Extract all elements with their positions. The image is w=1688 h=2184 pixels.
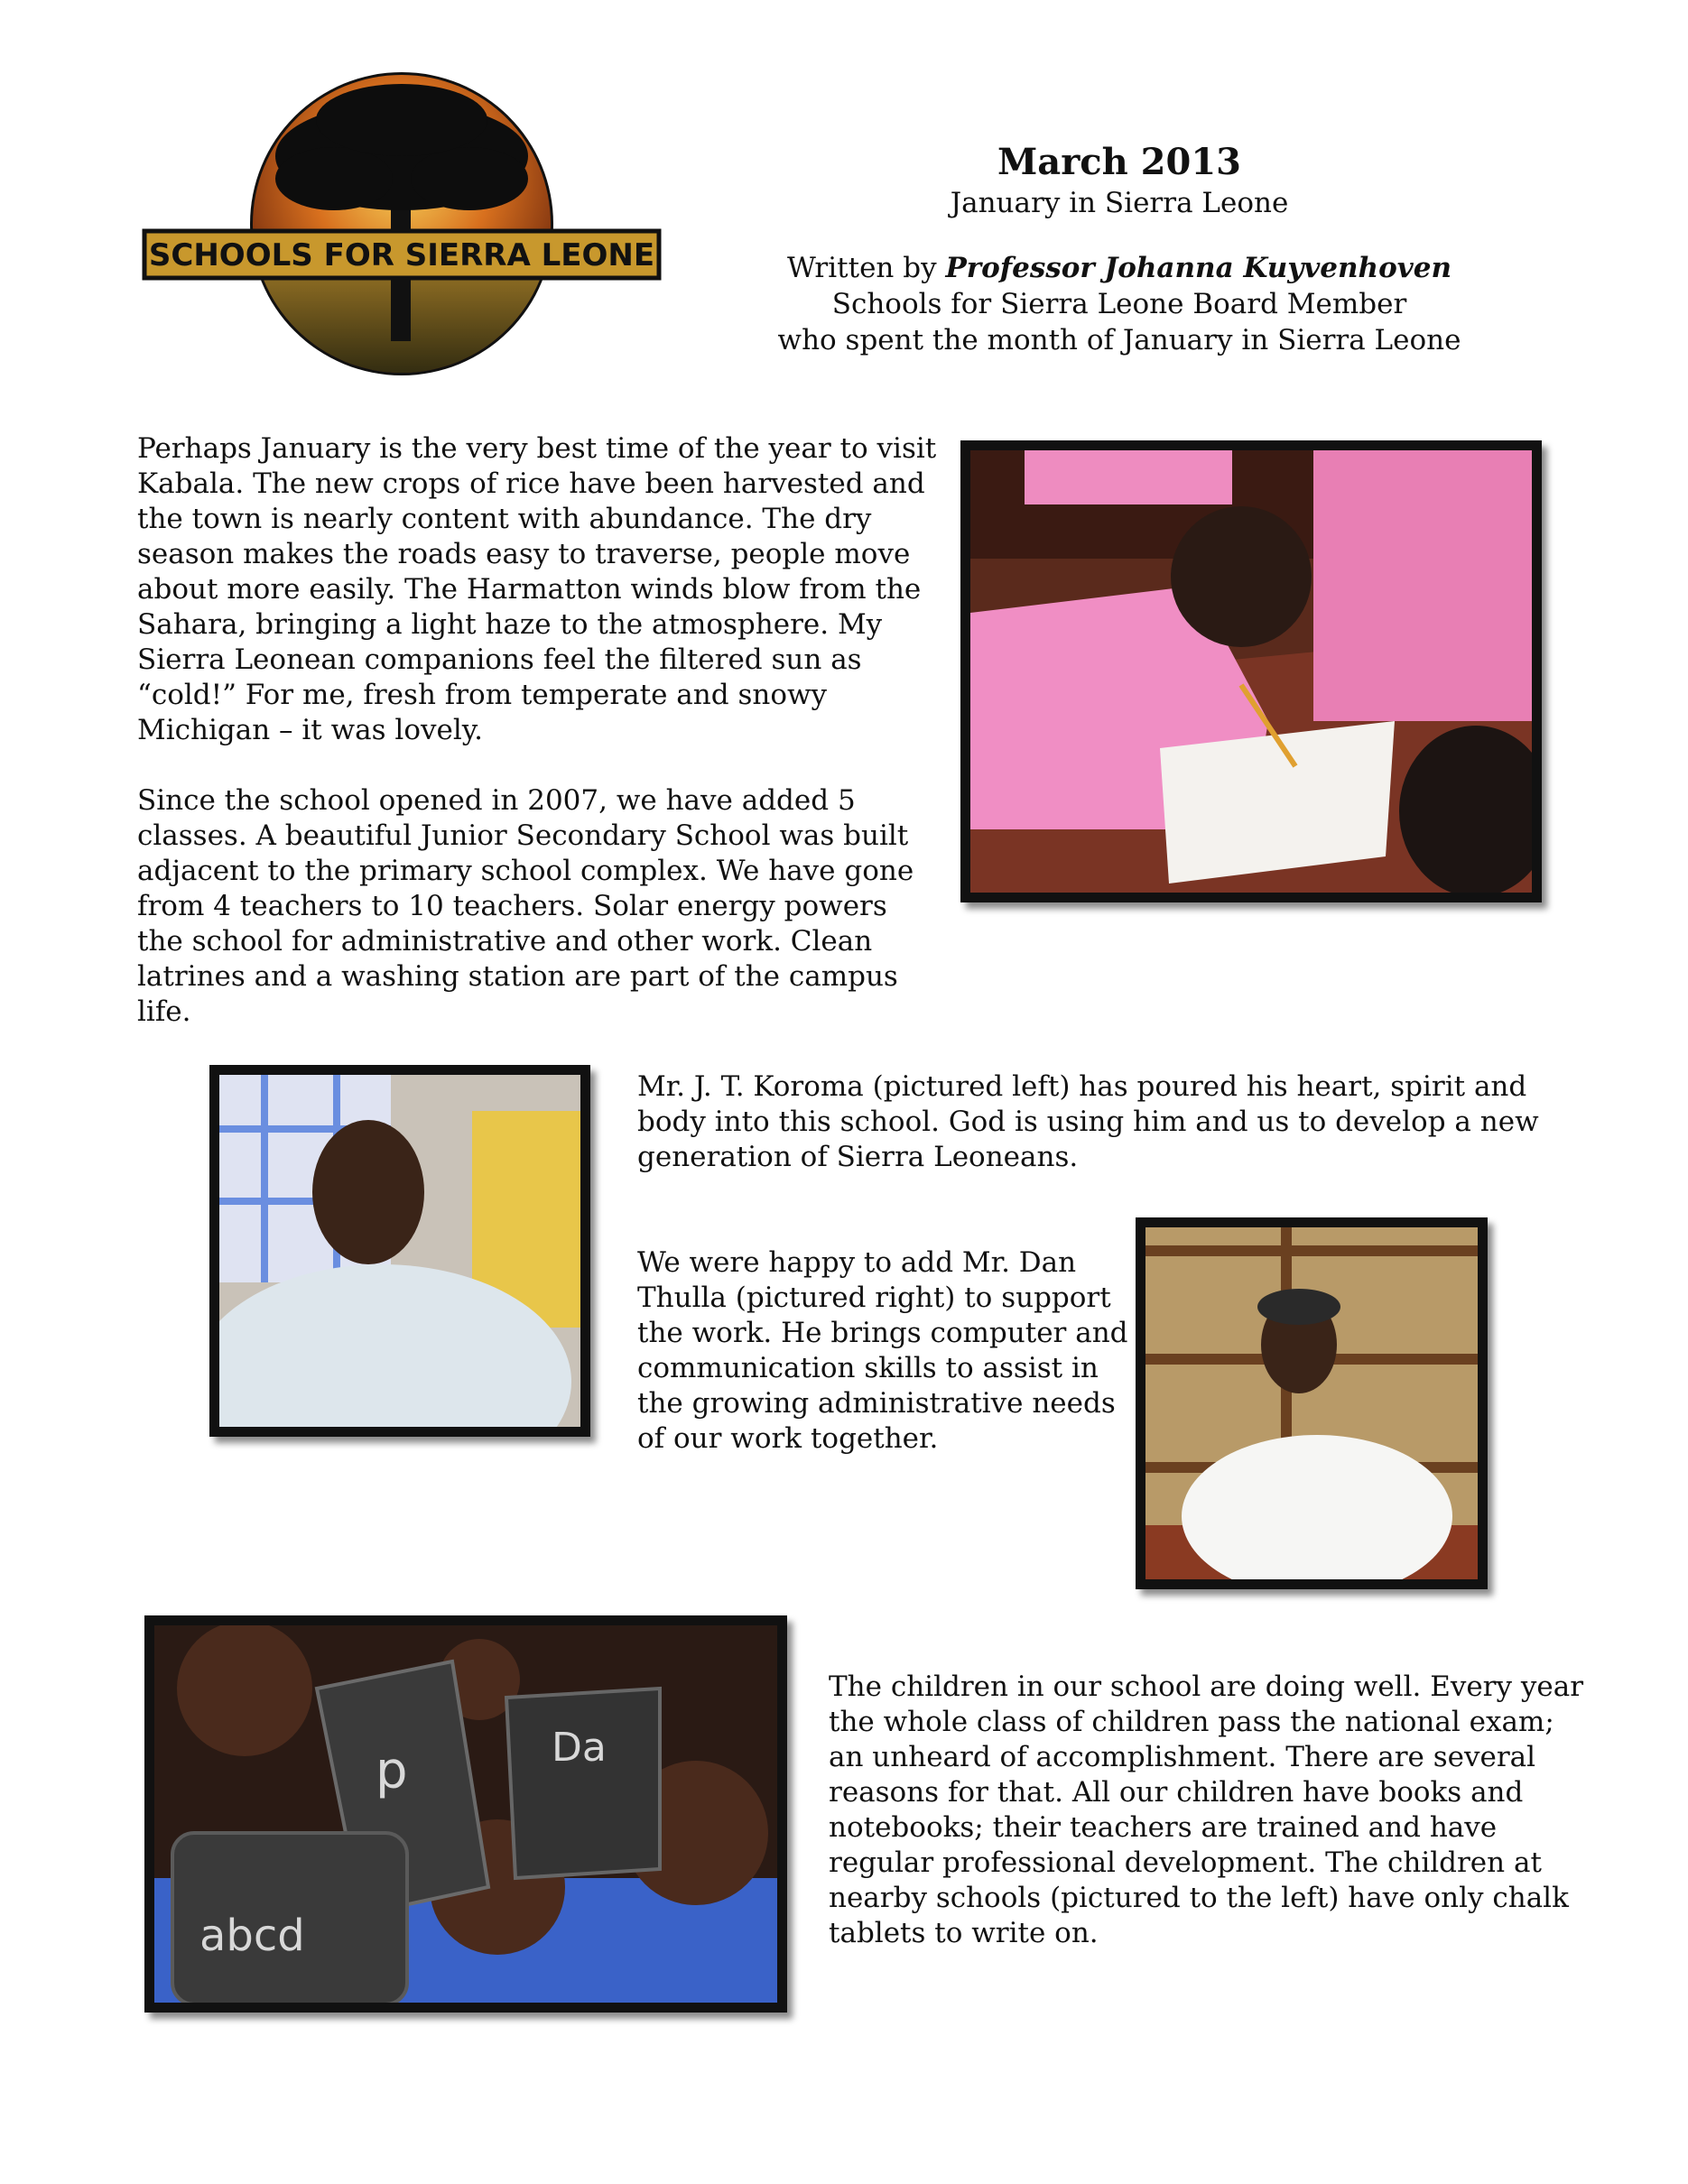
intro-text <box>137 431 941 1030</box>
photo-dan-thulla <box>1136 1217 1488 1589</box>
author-role: Schools for Sierra Leone Board Member <box>831 288 1407 320</box>
page-title: March 2013 <box>997 141 1241 183</box>
page-subtitle: January in Sierra Leone <box>950 187 1289 219</box>
author-name: Professor Johanna Kuyvenhoven <box>945 252 1452 284</box>
slate-letters-abcd: abcd <box>199 1911 305 1961</box>
photo-jt-koroma <box>209 1065 590 1437</box>
author-note: who spent the month of January in Sierra Leone <box>777 324 1461 356</box>
logo-text: SCHOOLS FOR SIERRA LEONE <box>148 237 655 273</box>
paragraph-koroma: Mr. J. T. Koroma (pictured left) has poured his heart, spirit and body into this school. God is using him and us to develop a new generation of Sierra Leoneans. <box>637 1070 1539 1173</box>
thulla-text <box>637 1245 1143 1457</box>
koroma-text <box>637 1069 1558 1175</box>
byline-prefix: Written by <box>786 252 946 284</box>
photo-children-chalk-tablets <box>144 1615 787 2013</box>
children-text <box>829 1670 1587 1951</box>
paragraph-thulla: We were happy to add Mr. Dan Thulla (pictured right) to support the work. He brings computer and communication skills to assist in the growing administrative needs of our work together. <box>637 1246 1128 1455</box>
schools-for-sierra-leone-logo <box>140 70 663 377</box>
slate-letters-da: Da <box>552 1725 607 1771</box>
photo-student-writing <box>960 440 1542 902</box>
paragraph-children: The children in our school are doing well. Every year the whole class of children pass the national exam; an unheard of accomplishment. There are several reasons for that. All our children have books and notebooks; their teachers are trained and have regular professional development. The children at nearby schools (pictured to the left) have only chalk tablets to write on. <box>829 1670 1584 1949</box>
byline <box>776 250 1462 286</box>
paragraph-school-growth: Since the school opened in 2007, we have added 5 classes. A beautiful Junior Secondary School was built adjacent to the primary school complex. We have gone from 4 teachers to 10 teachers. Solar energy powers the school for administrative and other work. Clean latrines and a washing station are part of the campus life. <box>137 784 914 1028</box>
paragraph-january: Perhaps January is the very best time of the year to visit Kabala. The new crops of rice have been harvested and the town is nearly content with abundance. The dry season makes the roads easy to traverse, people move about more easily. The Harmatton winds blow from the Sahara, bringing a light haze to the atmosphere. My Sierra Leonean companions feel the filtered sun as “cold!” For me, fresh from temperate and snowy Michigan – it was lovely. <box>137 432 937 746</box>
newsletter-header <box>776 140 1462 358</box>
slate-letter-p: p <box>376 1742 408 1800</box>
